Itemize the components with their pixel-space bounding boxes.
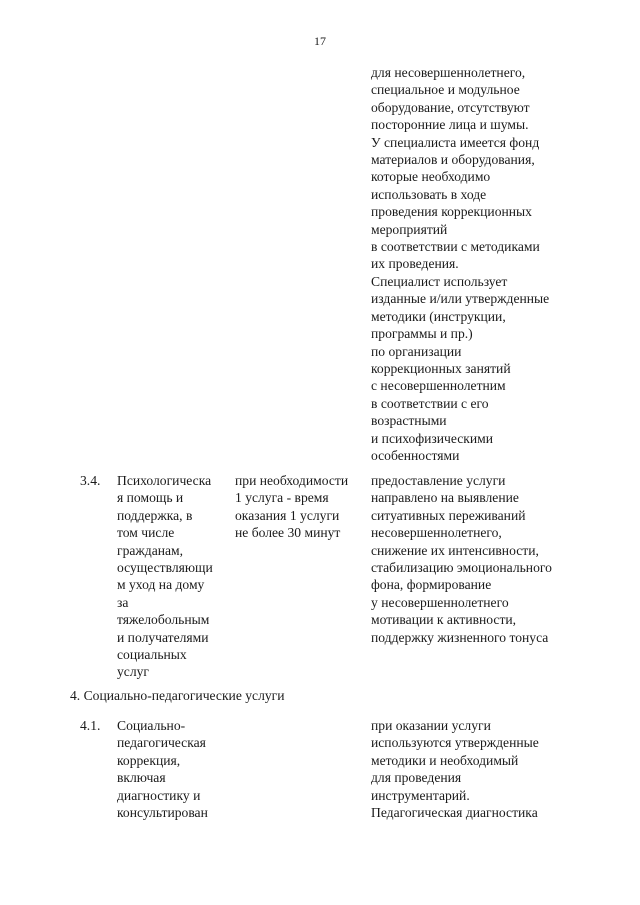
text-line: услуг	[117, 664, 149, 680]
text-line: осуществляющи	[117, 560, 213, 576]
text-line: Психологическа	[117, 473, 212, 488]
text-line: снижение их интенсивности,	[371, 542, 539, 558]
text-line: оказания 1 услуги	[235, 507, 340, 523]
text-line: инструментарий.	[371, 787, 470, 803]
text-line: за	[117, 594, 129, 610]
text-line: том числе	[117, 525, 175, 541]
text-line: проведения коррекционных	[371, 204, 532, 220]
text-line: методики (инструкции,	[371, 308, 506, 324]
text-line: методики и необходимый	[371, 752, 519, 768]
text-line: направлено на выявление	[371, 490, 519, 506]
text-line: по организации	[371, 343, 462, 359]
text-line: педагогическая	[117, 735, 206, 751]
row-4-1-description	[371, 717, 539, 821]
text-line: социальных	[117, 647, 187, 663]
text-line: изданные и/или утвержденные	[371, 291, 550, 307]
text-line: программы и пр.)	[371, 326, 473, 342]
text-line: посторонние лица и шумы.	[371, 117, 529, 133]
row-3-4-frequency	[235, 472, 348, 542]
text-line: мотивации к активности,	[371, 612, 517, 628]
text-line: у несовершеннолетнего	[371, 594, 509, 610]
text-line: при оказании услуги	[371, 718, 491, 733]
continuation-description	[371, 64, 549, 464]
text-line: консультирован	[117, 805, 208, 821]
page-number: 17	[314, 34, 326, 48]
text-line: возрастными	[371, 413, 447, 429]
text-line: мероприятий	[371, 221, 448, 237]
text-line: Педагогическая диагностика	[371, 805, 538, 821]
text-line: поддержку жизненного тонуса	[371, 629, 549, 645]
text-line: м уход на дому	[117, 577, 205, 593]
row-3-4-description	[371, 472, 552, 646]
text-line: которые необходимо	[371, 169, 491, 185]
text-line: Социально-	[117, 718, 186, 733]
text-line: оборудование, отсутствуют	[371, 99, 530, 115]
row-3-4-service-name	[117, 472, 213, 681]
text-line: гражданам,	[117, 542, 184, 558]
text-line: для проведения	[371, 770, 462, 786]
row-3-4-number: 3.4.	[80, 473, 101, 488]
text-line: и психофизическими	[371, 430, 494, 446]
text-line: в соответствии с его	[371, 395, 489, 411]
text-line: фона, формирование	[371, 577, 492, 593]
text-line: поддержка, в	[117, 507, 193, 523]
text-line: используются утвержденные	[371, 735, 539, 751]
text-line: материалов и оборудования,	[371, 152, 535, 168]
text-line: использовать в ходе	[371, 186, 487, 202]
text-line: предоставление услуги	[371, 473, 506, 488]
text-line: я помощь и	[117, 490, 184, 506]
text-line: диагностику и	[117, 787, 201, 803]
text-line: несовершеннолетнего,	[371, 525, 502, 541]
text-line: для несовершеннолетнего,	[371, 65, 526, 80]
text-line: Специалист использует	[371, 273, 508, 289]
text-line: не более 30 минут	[235, 525, 341, 541]
text-line: особенностями	[371, 447, 460, 463]
text-line: их проведения.	[371, 256, 459, 272]
text-line: ситуативных переживаний	[371, 507, 526, 523]
text-line: тяжелобольным	[117, 612, 210, 628]
text-line: в соответствии с методиками	[371, 239, 540, 255]
text-line: У специалиста имеется фонд	[371, 134, 540, 150]
row-4-1-number: 4.1.	[80, 718, 101, 733]
section-4-heading: 4. Социально-педагогические услуги	[70, 688, 285, 703]
text-line: стабилизацию эмоционального	[371, 560, 552, 576]
text-line: и получателями	[117, 629, 209, 645]
text-line: коррекционных занятий	[371, 360, 511, 376]
text-line: коррекция,	[117, 752, 181, 768]
text-line: включая	[117, 770, 166, 786]
text-line: специальное и модульное	[371, 82, 520, 98]
text-line: с несовершеннолетним	[371, 378, 506, 394]
row-4-1-service-name	[117, 717, 208, 821]
text-line: 1 услуга - время	[235, 490, 329, 506]
text-line: при необходимости	[235, 473, 349, 488]
